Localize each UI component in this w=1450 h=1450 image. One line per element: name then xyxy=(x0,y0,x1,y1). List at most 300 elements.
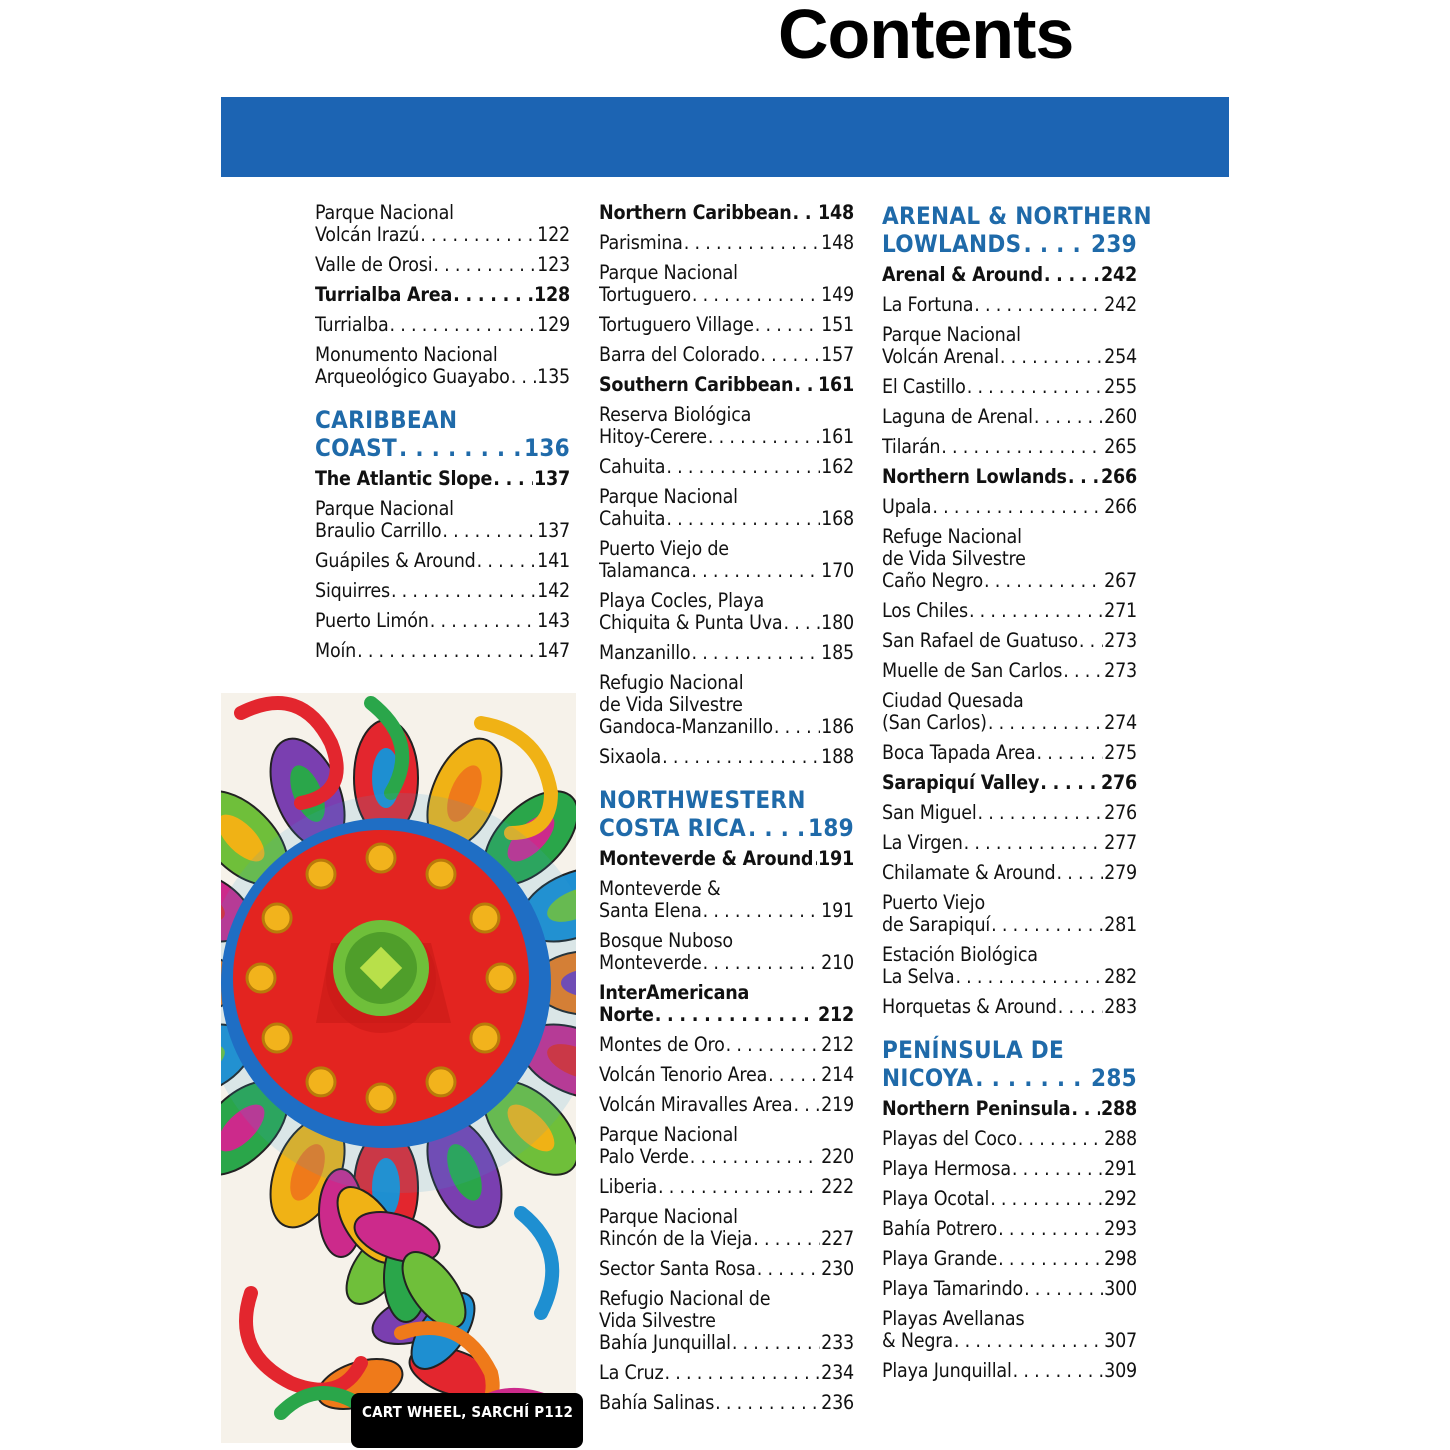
toc-entry xyxy=(315,344,570,388)
toc-page-number: 300 xyxy=(1104,1278,1137,1300)
toc-entry xyxy=(599,1392,854,1414)
toc-entry xyxy=(315,580,570,602)
dot-leader xyxy=(1034,406,1103,428)
toc-section-heading xyxy=(599,786,854,842)
toc-page-number: 170 xyxy=(821,560,854,582)
toc-entry-title-line: Gandoca-Manzanillo xyxy=(599,716,773,738)
toc-entry-title-line: Parque Nacional xyxy=(599,1124,738,1146)
dot-leader xyxy=(493,468,533,490)
toc-entry xyxy=(882,1218,1137,1240)
toc-entry xyxy=(599,538,854,582)
toc-entry-title-line: Bahía Junquillal xyxy=(599,1332,731,1354)
toc-entry-title-line: Northern Caribbean xyxy=(599,202,792,224)
toc-entry xyxy=(599,930,854,974)
toc-page-number: 292 xyxy=(1104,1188,1137,1210)
toc-entry xyxy=(882,1248,1137,1270)
toc-entry-title-line: Tilarán xyxy=(882,436,941,458)
bolt-decoration xyxy=(263,904,291,932)
toc-page-number: 233 xyxy=(821,1332,854,1354)
toc-page-number: 212 xyxy=(817,1004,854,1026)
toc-entry-title-line: Horquetas & Around xyxy=(882,996,1057,1018)
toc-entry xyxy=(882,1128,1137,1150)
toc-entry-title-line: Vida Silvestre xyxy=(599,1310,716,1332)
dot-leader xyxy=(703,952,820,974)
toc-page-number: 266 xyxy=(1100,466,1137,488)
toc-entry-title-line: Estación Biológica xyxy=(882,944,1038,966)
toc-entry-title-line: Cahuita xyxy=(599,508,666,530)
toc-entry xyxy=(599,456,854,478)
toc-entry-title-line: Parque Nacional xyxy=(599,486,738,508)
toc-entry xyxy=(599,1206,854,1250)
toc-page-number: 236 xyxy=(821,1392,854,1414)
toc-page-number: 135 xyxy=(537,366,570,388)
dot-leader xyxy=(1044,264,1100,286)
toc-page-number: 227 xyxy=(821,1228,854,1250)
dot-leader xyxy=(774,716,820,738)
toc-entry xyxy=(315,468,570,490)
toc-page-number: 275 xyxy=(1104,742,1137,764)
toc-entry xyxy=(599,1094,854,1116)
toc-page-number: 276 xyxy=(1104,802,1137,824)
page-title: Contents xyxy=(778,0,1074,73)
toc-page-number: 162 xyxy=(821,456,854,478)
dot-leader xyxy=(664,1362,820,1384)
toc-entry-title-line: Monumento Nacional xyxy=(315,344,498,366)
toc-entry xyxy=(599,232,854,254)
toc-page-number: 267 xyxy=(1104,570,1137,592)
toc-entry-title-line: The Atlantic Slope xyxy=(315,468,493,490)
toc-page-number: 274 xyxy=(1104,712,1137,734)
toc-page-number: 185 xyxy=(821,642,854,664)
dot-leader xyxy=(433,254,536,276)
dot-leader xyxy=(794,374,817,396)
toc-entry-title-line: Playas Avellanas xyxy=(882,1308,1025,1330)
dot-leader xyxy=(978,802,1104,824)
dot-leader xyxy=(691,642,820,664)
toc-entry xyxy=(599,1258,854,1280)
toc-entry-title-line: Muelle de San Carlos xyxy=(882,660,1063,682)
toc-entry-title-line: San Miguel xyxy=(882,802,977,824)
dot-leader xyxy=(760,344,820,366)
dot-leader xyxy=(793,1094,820,1116)
toc-entry-title-line: COAST xyxy=(315,434,398,462)
toc-entry-title-line: Playa Hermosa xyxy=(882,1158,1011,1180)
toc-page-number: 122 xyxy=(537,224,570,246)
toc-entry-title-line: Guápiles & Around xyxy=(315,550,476,572)
toc-entry xyxy=(599,202,854,224)
toc-column-1 xyxy=(315,202,570,670)
dot-leader xyxy=(692,284,820,306)
toc-page-number: 214 xyxy=(821,1064,854,1086)
toc-entry-title-line: Moín xyxy=(315,640,357,662)
toc-page-number: 260 xyxy=(1104,406,1137,428)
toc-entry xyxy=(882,376,1137,398)
toc-page-number: 168 xyxy=(821,508,854,530)
toc-column-3 xyxy=(882,202,1152,1390)
dot-leader xyxy=(984,570,1103,592)
toc-entry xyxy=(882,406,1137,428)
dot-leader xyxy=(442,520,536,542)
toc-page-number: 161 xyxy=(821,426,854,448)
toc-entry-title-line: Refugio Nacional de xyxy=(599,1288,771,1310)
toc-entry-title-line: Northern Lowlands xyxy=(882,466,1067,488)
dot-leader xyxy=(967,376,1103,398)
toc-entry xyxy=(882,496,1137,518)
dot-leader xyxy=(420,224,536,246)
dot-leader xyxy=(662,746,820,768)
toc-page-number: 291 xyxy=(1104,1158,1137,1180)
toc-entry xyxy=(599,262,854,306)
toc-entry-title-line: La Virgen xyxy=(882,832,963,854)
toc-entry xyxy=(882,294,1137,316)
dot-leader xyxy=(658,1176,820,1198)
bolt-decoration xyxy=(427,1068,455,1096)
toc-page-number: 283 xyxy=(1104,996,1137,1018)
toc-page-number: 285 xyxy=(1091,1064,1137,1092)
toc-entry-title-line: Boca Tapada Area xyxy=(882,742,1036,764)
dot-leader xyxy=(708,426,820,448)
toc-entry-title-line: Parque Nacional xyxy=(599,1206,738,1228)
dot-leader xyxy=(1058,996,1103,1018)
dot-leader xyxy=(1036,742,1103,764)
dot-leader xyxy=(1057,862,1104,884)
toc-entry-title-line: Caño Negro xyxy=(882,570,983,592)
dot-leader xyxy=(1024,1278,1103,1300)
toc-entry xyxy=(882,1188,1137,1210)
toc-entry xyxy=(882,862,1137,884)
toc-entry-title-line: Braulio Carrillo xyxy=(315,520,442,542)
dot-leader xyxy=(1068,466,1100,488)
toc-entry-title-line: CARIBBEAN xyxy=(315,406,458,434)
toc-entry-title-line: Barra del Colorado xyxy=(599,344,760,366)
toc-entry-title-line: PENÍNSULA DE xyxy=(882,1036,1065,1064)
toc-page-number: 219 xyxy=(821,1094,854,1116)
dot-leader xyxy=(1013,1360,1103,1382)
toc-page-number: 123 xyxy=(537,254,570,276)
toc-entry-title-line: Sector Santa Rosa xyxy=(599,1258,756,1280)
dot-leader xyxy=(399,434,522,462)
toc-entry-title-line: de Sarapiquí xyxy=(882,914,991,936)
dot-leader xyxy=(684,232,820,254)
toc-entry-title-line: Palo Verde xyxy=(599,1146,689,1168)
toc-page-number: 148 xyxy=(821,232,854,254)
toc-page-number: 309 xyxy=(1104,1360,1137,1382)
bolt-decoration xyxy=(367,844,395,872)
toc-entry-title-line: Monteverde & xyxy=(599,878,721,900)
toc-page-number: 293 xyxy=(1104,1218,1137,1240)
toc-page-number: 242 xyxy=(1104,294,1137,316)
toc-page-number: 282 xyxy=(1104,966,1137,988)
bolt-decoration xyxy=(247,964,275,992)
dot-leader xyxy=(1071,1098,1100,1120)
toc-page-number: 271 xyxy=(1104,600,1137,622)
toc-entry-title-line: Monteverde xyxy=(599,952,702,974)
dot-leader xyxy=(732,1332,820,1354)
toc-page-number: 137 xyxy=(537,520,570,542)
toc-page-number: 276 xyxy=(1100,772,1137,794)
toc-entry-title-line: Tortuguero Village xyxy=(599,314,754,336)
toc-entry xyxy=(882,1098,1137,1120)
toc-page-number: 191 xyxy=(817,848,854,870)
toc-entry-title-line: Playas del Coco xyxy=(882,1128,1017,1150)
dot-leader xyxy=(793,202,817,224)
dot-leader xyxy=(753,1228,820,1250)
dot-leader xyxy=(998,1218,1103,1240)
toc-entry-title-line: Northern Peninsula xyxy=(882,1098,1071,1120)
toc-entry xyxy=(882,1158,1137,1180)
dot-leader xyxy=(748,814,806,842)
toc-entry-title-line: Reserva Biológica xyxy=(599,404,752,426)
photo-caption: CART WHEEL, SARCHÍ P112 xyxy=(351,1393,583,1448)
toc-page-number: 136 xyxy=(524,434,570,462)
toc-entry xyxy=(599,1288,854,1354)
toc-page-number: 266 xyxy=(1104,496,1137,518)
toc-entry xyxy=(599,746,854,768)
bolt-decoration xyxy=(471,1024,499,1052)
toc-entry-title-line: El Castillo xyxy=(882,376,966,398)
toc-entry-title-line: Norte xyxy=(599,1004,654,1026)
toc-entry xyxy=(882,1278,1137,1300)
toc-entry-title-line: Volcán Arenal xyxy=(882,346,999,368)
dot-leader xyxy=(703,900,820,922)
toc-entry xyxy=(882,742,1137,764)
toc-page-number: 279 xyxy=(1104,862,1137,884)
toc-entry-title-line: Parismina xyxy=(599,232,683,254)
toc-page-number: 142 xyxy=(537,580,570,602)
dot-leader xyxy=(975,1064,1089,1092)
toc-entry-title-line: Refugio Nacional xyxy=(599,672,744,694)
toc-entry-title-line: Hitoy-Cerere xyxy=(599,426,707,448)
toc-entry xyxy=(599,1034,854,1056)
dot-leader xyxy=(990,1188,1103,1210)
toc-entry xyxy=(599,1064,854,1086)
toc-entry xyxy=(599,672,854,738)
toc-entry-title-line: Playa Junquillal xyxy=(882,1360,1012,1382)
toc-entry-title-line: Santa Elena xyxy=(599,900,702,922)
dot-leader xyxy=(998,1248,1103,1270)
toc-entry-title-line: La Cruz xyxy=(599,1362,664,1384)
bolt-decoration xyxy=(487,964,515,992)
toc-page-number: 129 xyxy=(537,314,570,336)
toc-section-heading xyxy=(882,202,1152,258)
toc-entry xyxy=(882,1308,1137,1352)
toc-page-number: 273 xyxy=(1104,660,1137,682)
toc-entry-title-line: Sarapiquí Valley xyxy=(882,772,1040,794)
dot-leader xyxy=(964,832,1103,854)
toc-page-number: 143 xyxy=(537,610,570,632)
toc-entry-title-line: Rincón de la Vieja xyxy=(599,1228,753,1250)
toc-section-heading xyxy=(882,1036,1137,1092)
toc-page-number: 234 xyxy=(821,1362,854,1384)
dot-leader xyxy=(1012,1158,1103,1180)
dot-leader xyxy=(691,560,820,582)
toc-entry xyxy=(882,660,1137,682)
toc-entry xyxy=(315,202,570,246)
toc-page-number: 188 xyxy=(821,746,854,768)
toc-page-number: 255 xyxy=(1104,376,1137,398)
toc-entry xyxy=(882,802,1137,824)
dot-leader xyxy=(974,294,1103,316)
cart-wheel-photo xyxy=(221,693,576,1443)
toc-page-number: 222 xyxy=(821,1176,854,1198)
toc-entry xyxy=(599,486,854,530)
toc-entry-title-line: Chiquita & Punta Uva xyxy=(599,612,783,634)
toc-page-number: 277 xyxy=(1104,832,1137,854)
toc-page-number: 281 xyxy=(1104,914,1137,936)
toc-entry xyxy=(882,630,1137,652)
toc-entry-title-line: Parque Nacional xyxy=(882,324,1021,346)
toc-entry-title-line: Bahía Potrero xyxy=(882,1218,998,1240)
toc-entry xyxy=(882,324,1137,368)
toc-page-number: 180 xyxy=(821,612,854,634)
toc-entry-title-line: COSTA RICA xyxy=(599,814,747,842)
toc-entry xyxy=(599,982,854,1026)
toc-entry-title-line: Tortuguero xyxy=(599,284,691,306)
dot-leader xyxy=(1024,230,1090,258)
toc-entry-title-line: Sixaola xyxy=(599,746,662,768)
toc-entry xyxy=(599,314,854,336)
toc-entry xyxy=(882,944,1137,988)
toc-page-number: 212 xyxy=(821,1034,854,1056)
toc-entry-title-line: (San Carlos) xyxy=(882,712,987,734)
toc-section-heading xyxy=(315,406,570,462)
header-band xyxy=(221,97,1229,177)
toc-page-number: 288 xyxy=(1104,1128,1137,1150)
dot-leader xyxy=(1000,346,1103,368)
dot-leader xyxy=(666,508,820,530)
toc-entry-title-line: Volcán Miravalles Area xyxy=(599,1094,793,1116)
bolt-decoration xyxy=(307,1068,335,1096)
bolt-decoration xyxy=(471,904,499,932)
toc-page-number: 210 xyxy=(821,952,854,974)
toc-page-number: 242 xyxy=(1100,264,1137,286)
toc-entry-title-line: & Negra xyxy=(882,1330,953,1352)
toc-entry-title-line: Talamanca xyxy=(599,560,691,582)
toc-entry-title-line: Manzanillo xyxy=(599,642,691,664)
toc-entry-title-line: Valle de Orosi xyxy=(315,254,433,276)
dot-leader xyxy=(941,436,1103,458)
dot-leader xyxy=(814,848,817,870)
toc-entry-title-line: Montes de Oro xyxy=(599,1034,725,1056)
dot-leader xyxy=(1040,772,1100,794)
toc-entry xyxy=(315,314,570,336)
toc-entry-title-line: Volcán Irazú xyxy=(315,224,420,246)
toc-column-2 xyxy=(599,202,854,1422)
toc-page-number: 128 xyxy=(533,284,570,306)
toc-entry xyxy=(599,848,854,870)
toc-page-number: 148 xyxy=(817,202,854,224)
dot-leader xyxy=(988,712,1103,734)
toc-entry-title-line: Puerto Viejo xyxy=(882,892,985,914)
dot-leader xyxy=(715,1392,820,1414)
toc-entry xyxy=(882,264,1137,286)
dot-leader xyxy=(783,612,820,634)
toc-page-number: 239 xyxy=(1091,230,1137,258)
dot-leader xyxy=(655,1004,817,1026)
toc-entry-title-line: Playa Ocotal xyxy=(882,1188,990,1210)
toc-entry-title-line: Playa Cocles, Playa xyxy=(599,590,765,612)
dot-leader xyxy=(453,284,533,306)
toc-entry xyxy=(599,344,854,366)
toc-page-number: 254 xyxy=(1104,346,1137,368)
dot-leader xyxy=(666,456,820,478)
toc-page-number: 298 xyxy=(1104,1248,1137,1270)
toc-entry xyxy=(599,1176,854,1198)
toc-entry-title-line: Parque Nacional xyxy=(315,498,454,520)
dot-leader xyxy=(954,1330,1103,1352)
dot-leader xyxy=(991,914,1103,936)
bolt-decoration xyxy=(367,1084,395,1112)
toc-entry-title-line: Arenal & Around xyxy=(882,264,1043,286)
toc-page-number: 307 xyxy=(1104,1330,1137,1352)
toc-entry-title-line: Arqueológico Guayabo xyxy=(315,366,510,388)
toc-entry xyxy=(599,374,854,396)
toc-entry-title-line: Siquirres xyxy=(315,580,390,602)
dot-leader xyxy=(955,966,1103,988)
toc-entry xyxy=(882,466,1137,488)
toc-entry xyxy=(882,832,1137,854)
bolt-decoration xyxy=(263,1024,291,1052)
toc-entry xyxy=(882,526,1137,592)
toc-entry xyxy=(315,284,570,306)
toc-page-number: 151 xyxy=(821,314,854,336)
toc-entry xyxy=(882,600,1137,622)
toc-entry xyxy=(882,996,1137,1018)
toc-entry-title-line: NICOYA xyxy=(882,1064,974,1092)
toc-page-number: 191 xyxy=(821,900,854,922)
toc-entry-title-line: Upala xyxy=(882,496,932,518)
toc-entry xyxy=(882,436,1137,458)
dot-leader xyxy=(390,314,537,336)
toc-page-number: 288 xyxy=(1100,1098,1137,1120)
toc-page-number: 230 xyxy=(821,1258,854,1280)
toc-entry xyxy=(315,254,570,276)
toc-entry-title-line: La Fortuna xyxy=(882,294,974,316)
toc-entry xyxy=(315,498,570,542)
dot-leader xyxy=(932,496,1103,518)
toc-entry-title-line: Ciudad Quesada xyxy=(882,690,1024,712)
dot-leader xyxy=(969,600,1103,622)
toc-page-number: 157 xyxy=(821,344,854,366)
dot-leader xyxy=(755,314,820,336)
toc-entry xyxy=(882,772,1137,794)
toc-entry xyxy=(599,590,854,634)
toc-entry xyxy=(599,642,854,664)
dot-leader xyxy=(768,1064,820,1086)
toc-entry xyxy=(315,550,570,572)
toc-page-number: 141 xyxy=(537,550,570,572)
toc-entry-title-line: de Vida Silvestre xyxy=(599,694,743,716)
toc-entry-title-line: Playa Tamarindo xyxy=(882,1278,1024,1300)
toc-entry-title-line: LOWLANDS xyxy=(882,230,1022,258)
toc-entry-title-line: Parque Nacional xyxy=(315,202,454,224)
toc-entry-title-line: Chilamate & Around xyxy=(882,862,1056,884)
dot-leader xyxy=(1079,630,1103,652)
toc-entry xyxy=(882,892,1137,936)
toc-page-number: 220 xyxy=(821,1146,854,1168)
toc-page-number: 149 xyxy=(821,284,854,306)
toc-entry-title-line: Volcán Tenorio Area xyxy=(599,1064,768,1086)
toc-entry xyxy=(882,1360,1137,1382)
bolt-decoration xyxy=(307,860,335,888)
toc-entry-title-line: Cahuita xyxy=(599,456,666,478)
dot-leader xyxy=(1063,660,1103,682)
toc-page-number: 161 xyxy=(817,374,854,396)
toc-page-number: 137 xyxy=(533,468,570,490)
toc-entry-title-line: Southern Caribbean xyxy=(599,374,794,396)
toc-entry-title-line: Monteverde & Around xyxy=(599,848,814,870)
toc-page-number: 189 xyxy=(808,814,854,842)
